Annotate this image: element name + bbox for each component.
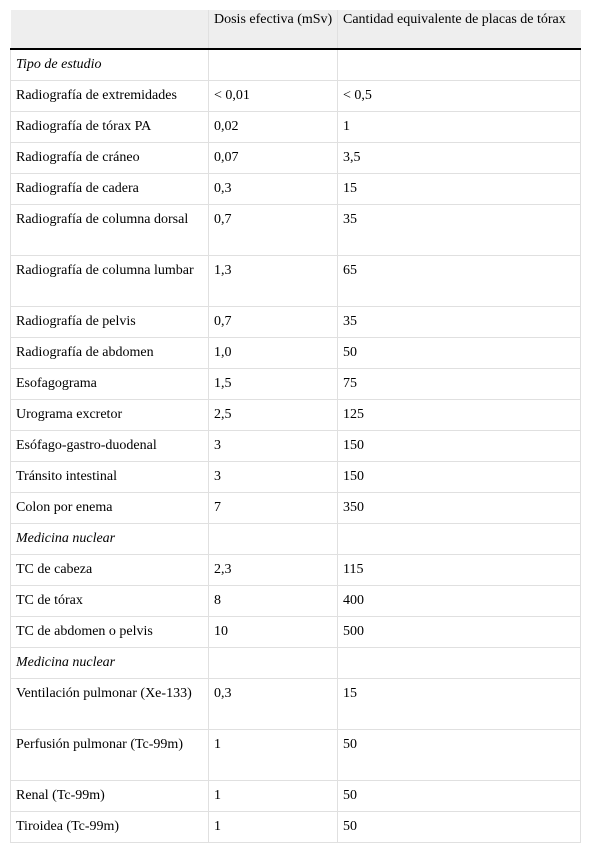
table-row	[11, 369, 581, 400]
table-cell	[209, 49, 338, 81]
equivalent-xrays-cell: 350	[338, 493, 581, 524]
effective-dose-cell: < 0,01	[209, 81, 338, 112]
table-row	[11, 493, 581, 524]
study-name-cell: Perfusión pulmonar (Tc-99m)	[11, 730, 209, 781]
equivalent-xrays-cell: 15	[338, 679, 581, 730]
table-row	[11, 555, 581, 586]
table-row	[11, 617, 581, 648]
table-header	[11, 10, 581, 49]
equivalent-xrays-cell: 150	[338, 431, 581, 462]
section-label: Tipo de estudio	[11, 49, 209, 81]
table-row	[11, 205, 581, 256]
table-row	[11, 462, 581, 493]
study-name-cell: Radiografía de columna lumbar	[11, 256, 209, 307]
effective-dose-cell: 2,3	[209, 555, 338, 586]
equivalent-xrays-cell: 400	[338, 586, 581, 617]
table-row	[11, 400, 581, 431]
table-row	[11, 174, 581, 205]
section-label: Medicina nuclear	[11, 524, 209, 555]
table-row	[11, 431, 581, 462]
effective-dose-cell: 1,5	[209, 369, 338, 400]
equivalent-xrays-cell: 15	[338, 174, 581, 205]
table-row	[11, 730, 581, 781]
effective-dose-cell: 0,3	[209, 679, 338, 730]
table-row	[11, 679, 581, 730]
equivalent-xrays-cell: 115	[338, 555, 581, 586]
table-cell	[209, 648, 338, 679]
effective-dose-cell: 1,0	[209, 338, 338, 369]
effective-dose-cell: 0,07	[209, 143, 338, 174]
equivalent-xrays-cell: 50	[338, 781, 581, 812]
study-name-cell: Esófago-gastro-duodenal	[11, 431, 209, 462]
table-row	[11, 256, 581, 307]
study-name-cell: Radiografía de columna dorsal	[11, 205, 209, 256]
table-body	[11, 49, 581, 843]
study-name-cell: Renal (Tc-99m)	[11, 781, 209, 812]
radiation-dose-table	[10, 10, 581, 843]
equivalent-xrays-cell: 65	[338, 256, 581, 307]
equivalent-xrays-cell: 50	[338, 338, 581, 369]
header-cell-study	[11, 10, 209, 49]
effective-dose-cell: 0,02	[209, 112, 338, 143]
study-name-cell: Ventilación pulmonar (Xe-133)	[11, 679, 209, 730]
effective-dose-cell: 8	[209, 586, 338, 617]
study-name-cell: Urograma excretor	[11, 400, 209, 431]
effective-dose-cell: 3	[209, 431, 338, 462]
section-row	[11, 524, 581, 555]
table-row	[11, 781, 581, 812]
effective-dose-cell: 0,7	[209, 307, 338, 338]
equivalent-xrays-cell: 75	[338, 369, 581, 400]
equivalent-xrays-cell: < 0,5	[338, 81, 581, 112]
table-row	[11, 112, 581, 143]
header-row	[11, 10, 581, 49]
header-cell-chest-xray-equivalent: Cantidad equivalente de placas de tórax	[338, 10, 581, 49]
study-name-cell: TC de abdomen o pelvis	[11, 617, 209, 648]
effective-dose-cell: 3	[209, 462, 338, 493]
table-row	[11, 586, 581, 617]
study-name-cell: Radiografía de cráneo	[11, 143, 209, 174]
study-name-cell: Tiroidea (Tc-99m)	[11, 812, 209, 843]
equivalent-xrays-cell: 1	[338, 112, 581, 143]
study-name-cell: Radiografía de abdomen	[11, 338, 209, 369]
study-name-cell: TC de cabeza	[11, 555, 209, 586]
equivalent-xrays-cell: 150	[338, 462, 581, 493]
study-name-cell: Radiografía de cadera	[11, 174, 209, 205]
equivalent-xrays-cell: 50	[338, 730, 581, 781]
effective-dose-cell: 1,3	[209, 256, 338, 307]
equivalent-xrays-cell: 500	[338, 617, 581, 648]
section-row	[11, 648, 581, 679]
table-cell	[338, 524, 581, 555]
equivalent-xrays-cell: 3,5	[338, 143, 581, 174]
equivalent-xrays-cell: 125	[338, 400, 581, 431]
table-row	[11, 307, 581, 338]
effective-dose-cell: 1	[209, 812, 338, 843]
table-cell	[209, 524, 338, 555]
table-row	[11, 81, 581, 112]
table-row	[11, 338, 581, 369]
study-name-cell: TC de tórax	[11, 586, 209, 617]
equivalent-xrays-cell: 35	[338, 307, 581, 338]
effective-dose-cell: 7	[209, 493, 338, 524]
table-cell	[338, 648, 581, 679]
effective-dose-cell: 1	[209, 730, 338, 781]
table-row	[11, 812, 581, 843]
effective-dose-cell: 1	[209, 781, 338, 812]
study-name-cell: Radiografía de tórax PA	[11, 112, 209, 143]
section-row	[11, 49, 581, 81]
study-name-cell: Tránsito intestinal	[11, 462, 209, 493]
study-name-cell: Esofagograma	[11, 369, 209, 400]
effective-dose-cell: 0,7	[209, 205, 338, 256]
header-cell-effective-dose: Dosis efectiva (mSv)	[209, 10, 338, 49]
effective-dose-cell: 0,3	[209, 174, 338, 205]
table-cell	[338, 49, 581, 81]
equivalent-xrays-cell: 50	[338, 812, 581, 843]
equivalent-xrays-cell: 35	[338, 205, 581, 256]
effective-dose-cell: 10	[209, 617, 338, 648]
study-name-cell: Radiografía de pelvis	[11, 307, 209, 338]
study-name-cell: Colon por enema	[11, 493, 209, 524]
effective-dose-cell: 2,5	[209, 400, 338, 431]
table-row	[11, 143, 581, 174]
study-name-cell: Radiografía de extremidades	[11, 81, 209, 112]
section-label: Medicina nuclear	[11, 648, 209, 679]
